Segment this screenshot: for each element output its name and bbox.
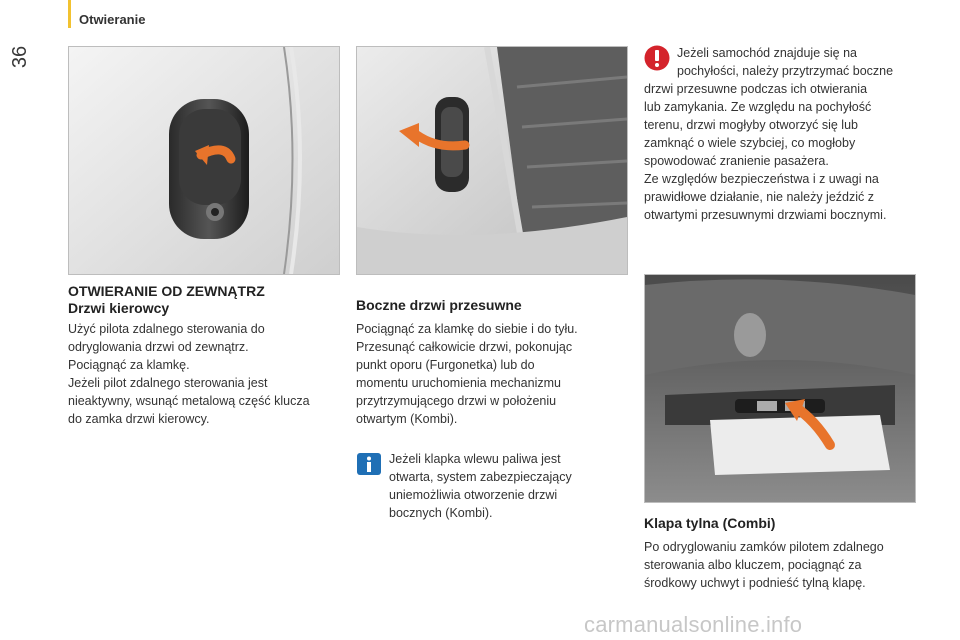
- exterior-opening-heading: OTWIERANIE OD ZEWNĄTRZ: [68, 283, 265, 299]
- sliding-door-heading: Boczne drzwi przesuwne: [356, 297, 522, 313]
- warning-icon: [644, 45, 670, 71]
- section-accent-bar: [68, 0, 71, 28]
- info-icon: [357, 453, 381, 475]
- tailgate-heading: Klapa tylna (Combi): [644, 515, 776, 531]
- info-note-text: Jeżeli klapka wlewu paliwa jest otwarta, system zabezpieczający uniemożliwia otworzenie drzwi bocznych (Kombi).: [389, 452, 572, 520]
- section-title: Otwieranie: [79, 12, 146, 27]
- page-number: 36: [9, 45, 31, 69]
- warning-note-text-first: Jeżeli samochód znajduje się na pochyłości, należy przytrzymać boczne: [677, 46, 894, 78]
- sliding-door-text: Pociągnąć za klamkę do siebie i do tyłu. Przesunąć całkowicie drzwi, pokonując punkt oporu (Furgonetka) lub do momentu uruchomienia mechanizmu przytrzymującego drzwi w położeniu otwartym (Kombi).: [356, 322, 578, 426]
- tailgate-text: Po odryglowaniu zamków pilotem zdalnego sterowania albo kluczem, pociągnąć za środkowy uchwyt i podnieść tylną klapę.: [644, 540, 884, 590]
- tailgate-handle-photo: [644, 274, 916, 503]
- sliding-door-handle-photo: [356, 46, 628, 275]
- driver-door-handle-photo: [68, 46, 340, 275]
- driver-door-text: Użyć pilota zdalnego sterowania do odryglowania drzwi od zewnątrz. Pociągnąć za klamkę. Jeżeli pilot zdalnego sterowania jest nieaktywny, wsunąć metalową część klucza do zamka drzwi kierowcy.: [68, 322, 310, 426]
- watermark: carmanualsonline.info: [584, 612, 803, 637]
- warning-note-text: drzwi przesuwne podczas ich otwierania lub zamykania. Ze względu na pochyłość terenu, drzwi mogłyby otworzyć się lub zamknąć o wiele szybciej, co mogłoby spowodować zranienie pasażera. Ze względów bezpieczeństwa i z uwagi na prawidłowe działanie, nie należy jeździć z otwartymi przesuwnymi drzwiami bocznymi.: [644, 82, 887, 222]
- driver-door-subheading: Drzwi kierowcy: [68, 300, 170, 316]
